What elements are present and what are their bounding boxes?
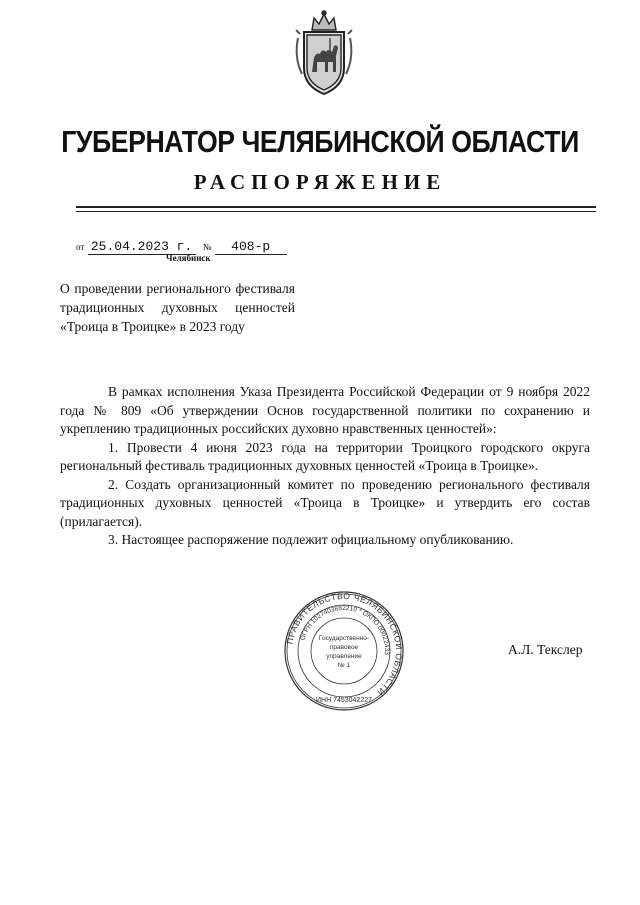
- number-sign: №: [202, 242, 212, 252]
- list-item: 2. Создать организационный комитет по проведению регионального фестиваля традиционных духовных ценностей «Троица в Троицке» и утвердить его состав (прилагается).: [60, 476, 590, 529]
- document-date: 25.04.2023 г.: [88, 240, 196, 255]
- official-stamp: [283, 590, 405, 712]
- stamp-bottom-text: ИНН 7453042227: [315, 697, 373, 704]
- date-prefix: от: [76, 242, 85, 252]
- stamp-center-line: № 1: [337, 662, 351, 669]
- stamp-outer-text: ПРАВИТЕЛЬСТВО ЧЕЛЯБИНСКОЙ ОБЛАСТИ: [284, 590, 405, 698]
- city-name: Челябинск: [166, 253, 211, 263]
- stamp-center-line: Государственно-: [318, 635, 370, 642]
- document-body: [60, 383, 590, 550]
- governor-title: ГУБЕРНАТОР ЧЕЛЯБИНСКОЙ ОБЛАСТИ: [61, 124, 579, 159]
- list-item: 1. Провести 4 июня 2023 года на территории Троицкого городского округа региональный фестиваль традиционных духовных ценностей «Троица в Троицке».: [60, 439, 590, 473]
- document-number: 408-р: [215, 240, 287, 255]
- document-type: РАСПОРЯЖЕНИЕ: [193, 170, 447, 194]
- preamble-paragraph: В рамках исполнения Указа Президента Российской Федерации от 9 ноября 2022 года № 809 «Об утверждении Основ государственной политики по сохранению и укреплению традиционных российских духовно нравственных ценностей»:: [60, 384, 590, 436]
- header-divider: [76, 206, 596, 208]
- stamp-inner-ring-text: ОГРН 1027403882210 * ОКПО 00022433: [299, 604, 391, 656]
- document-subject: О проведении регионального фестиваля традиционных духовных ценностей «Троица в Троицке» в 2023 году: [60, 281, 295, 334]
- list-item: 3. Настоящее распоряжение подлежит официальному опубликованию.: [108, 532, 514, 547]
- stamp-center-line: управление: [326, 653, 362, 660]
- signatory-name: А.Л. Текслер: [508, 642, 583, 657]
- coat-of-arms-emblem: [292, 8, 356, 100]
- header-divider-thin: [76, 211, 596, 212]
- stamp-center-line: правовое: [329, 644, 359, 651]
